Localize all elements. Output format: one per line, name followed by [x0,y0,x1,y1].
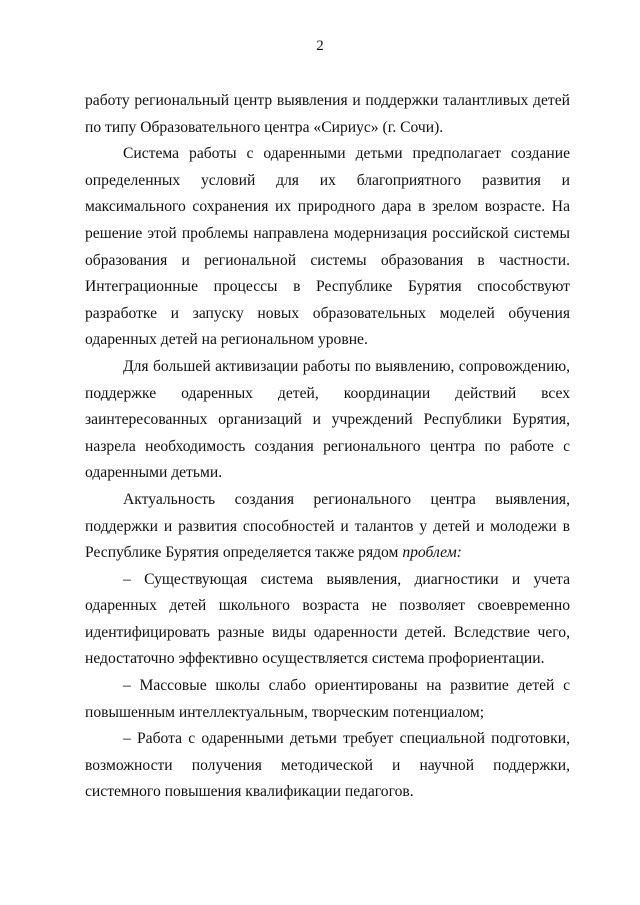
paragraph-activation: Для большей активизации работы по выявлению, сопровождению, поддержке одаренных детей, координации действий всех заинтересованных организаций и учреждений Республики Бурятия, назрела необходимость создания регионального центра по работе с одаренными детьми. [85,357,570,482]
list-item-special-training: – Работа с одаренными детьми требует специальной подготовки, возможности получения методической и научной поддержки, системного повышения квалификации педагогов. [85,730,570,801]
list-item-identification: – Существующая система выявления, диагностики и учета одаренных детей школьного возраста не позволяет своевременно идентифицировать разные виды одаренности детей. Вследствие чего, недостаточно эффективно осуществляется система профориентации. [85,570,570,668]
page-number: 2 [316,38,324,54]
list-item-mass-schools: – Массовые школы слабо ориентированы на развитие детей с повышенным интеллектуальным, творческим потенциалом; [85,677,570,721]
paragraph-continuation: работу региональный центр выявления и поддержки талантливых детей по типу Образовательного центра «Сириус» (г. Сочи). [85,92,570,136]
paragraph-relevance [85,487,570,567]
paragraph-system-of-work: Система работы с одаренными детьми предполагает создание определенных условий для их благоприятного развития и максимального сохранения их природного дара в зрелом возрасте. На решение этой проблемы направлена модернизация российской системы образования и региональной системы образования в частности. Интеграционные процессы в Республике Бурятия способствуют разработке и запуску новых образовательных моделей обучения одаренных детей на региональном уровне. [85,145,570,349]
document-body [85,88,570,806]
paragraph-relevance-emphasis: проблем: [402,544,462,562]
paragraph-relevance-text: Актуальность создания регионального центра выявления, поддержки и развития способностей и талантов у детей и молодежи в Республике Бурятия определяется также рядом [85,490,570,562]
